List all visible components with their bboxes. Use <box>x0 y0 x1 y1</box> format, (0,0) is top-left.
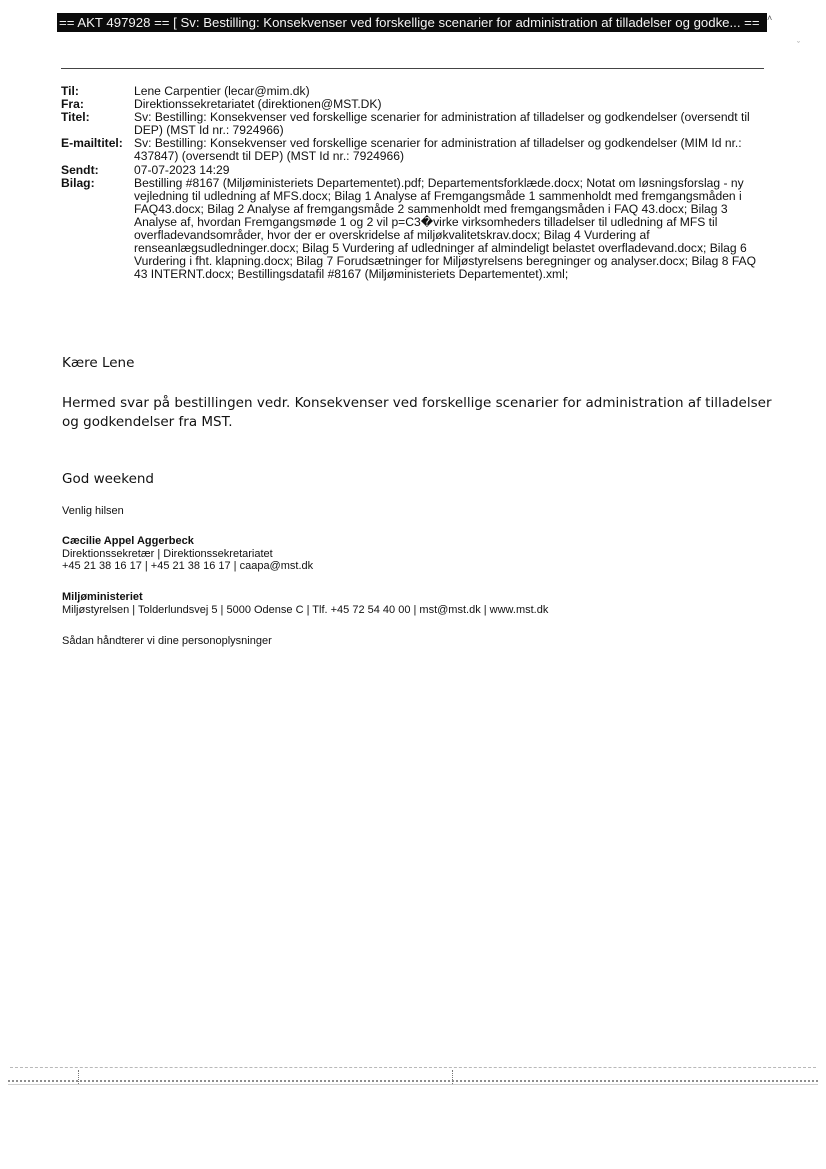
header-row-title <box>61 111 766 137</box>
header-value-email-title: Sv: Bestilling: Konsekvenser ved forskellige scenarier for administration af tilladelser og godkendelser (MIM Id nr.: 437847) (oversendt til DEP) (MST Id nr.: 7924966) <box>134 136 742 164</box>
organization-details: Miljøstyrelsen | Tolderlundsvej 5 | 5000 Odense C | Tlf. +45 72 54 40 00 | mst@mst.dk | www.mst.dk <box>62 604 549 616</box>
organization-name: Miljøministeriet <box>62 591 143 603</box>
email-header <box>61 85 766 281</box>
header-label-email-title: E-mailtitel: <box>61 136 123 151</box>
banner-text: == AKT 497928 == [ Sv: Bestilling: Konsekvenser ved forskellige scenarier for administration af tilladelser og godke... == <box>59 15 760 30</box>
header-row-attachments <box>61 177 766 282</box>
scan-artifact-lines <box>0 1062 826 1092</box>
document-banner <box>57 13 767 32</box>
signature-name: Cæcilie Appel Aggerbeck <box>62 535 194 547</box>
header-value-sent: 07-07-2023 14:29 <box>134 162 230 177</box>
message-regards: Venlig hilsen <box>62 505 124 517</box>
header-value-attachments: Bestilling #8167 (Miljøministeriets Departementet).pdf; Departementsforklæde.docx; Notat om løsningsforslag - ny vejledning til udledning af MFS.docx; Bilag 1 Analyse af Fremgangsmåde 1 sammenholdt med fremgangsmåden i FAQ43.docx; Bilag 2 Analyse af fremgangsmåde 2 sammenholdt med fremgangsmåden i FAQ 43.docx; Bilag 3 Analyse af, hvordan Fremgangsmøde 1 og 2 vil p=C3�virke virksomheders tilladelser til udledning af MFS til overfladevandsområder, hvor der er overskridelse af miljøkvalitetskrav.docx; Bilag 4 Vurdering af renseanlægsudledninger.docx; Bilag 5 Vurdering af udledninger af almindeligt belastet overfladevand.docx; Bilag 6 Vurdering i fht. klapning.docx; Bilag 7 Forudsætninger for Miljøstyrelsens beregninger og analyser.docx; Bilag 8 FAQ 43 INTERNT.docx; Bestillingsdatafil #8167 (Miljøministeriets Departementet).xml; <box>134 175 757 282</box>
header-label-attachments: Bilag: <box>61 175 95 190</box>
header-divider <box>61 68 764 69</box>
header-row-email-title <box>61 137 766 163</box>
header-label-from: Fra: <box>61 97 84 112</box>
header-label-sent: Sendt: <box>61 162 99 177</box>
message-body: Hermed svar på bestillingen vedr. Konsekvenser ved forskellige scenarier for administration af tilladelser og godkendelser fra MST. <box>62 395 772 430</box>
header-value-title: Sv: Bestilling: Konsekvenser ved forskellige scenarier for administration af tilladelser og godkendelser (oversendt til DEP) (MST Id nr.: 7924966) <box>134 110 750 138</box>
header-row-sent <box>61 164 766 177</box>
header-label-title: Titel: <box>61 110 90 125</box>
message-greeting: Kære Lene <box>62 355 135 371</box>
signature-contact: +45 21 38 16 17 | +45 21 38 16 17 | caapa@mst.dk <box>62 560 314 572</box>
signature-block <box>62 535 313 573</box>
scan-tick-mark: ˇ <box>797 40 800 50</box>
message-closing: God weekend <box>62 471 155 487</box>
signature-title: Direktionssekretær | Direktionssekretariatet <box>62 547 273 560</box>
organization-block <box>62 591 548 617</box>
header-value-to: Lene Carpentier (lecar@mim.dk) <box>134 84 310 98</box>
privacy-link[interactable]: Sådan håndterer vi dine personoplysninger <box>62 635 272 647</box>
header-label-to: Til: <box>61 84 79 98</box>
scan-mark: ˄ <box>767 13 773 23</box>
header-value-from: Direktionssekretariatet (direktionen@MST.DK) <box>134 97 382 112</box>
